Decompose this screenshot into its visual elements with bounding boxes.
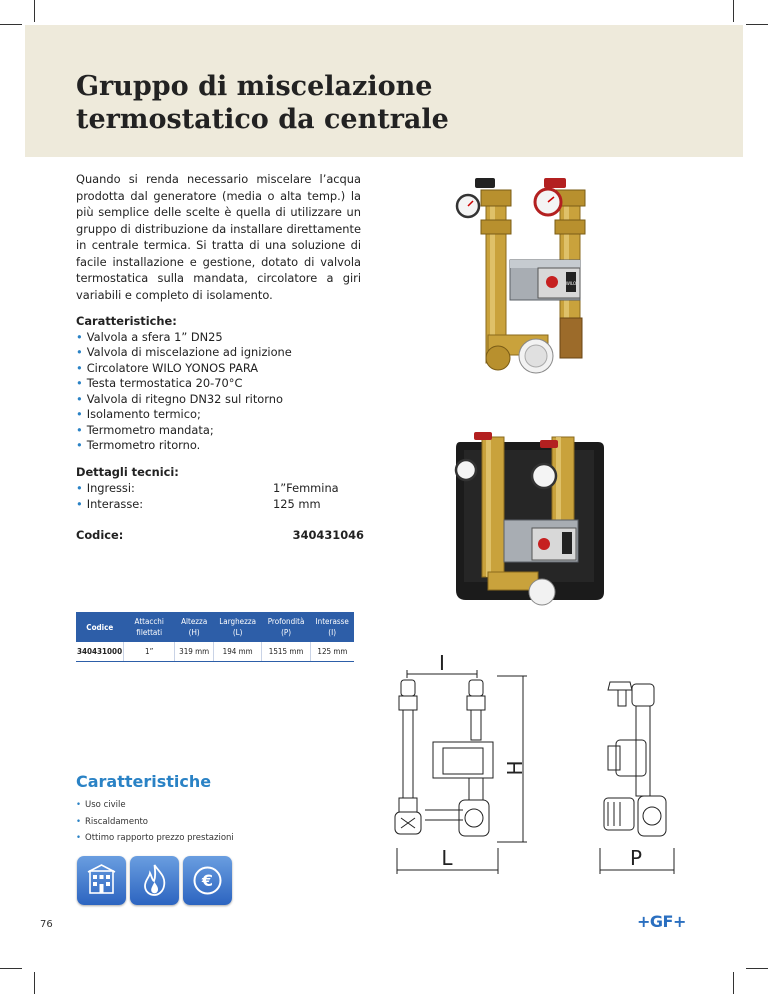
table-header: Attacchi filettati [124,612,175,642]
dim-label-p: P [629,846,643,870]
list-item: • Termometro mandata; [76,423,376,439]
product-photo-assembly [448,170,608,395]
product-code [76,528,364,542]
spec-table [76,612,354,662]
crop-mark [733,0,734,22]
detail-row [76,481,361,497]
euro-icon [183,856,232,905]
dim-label-i: I [439,651,445,675]
list-item: • Riscaldamento [76,814,296,831]
front-view-drawing [385,651,535,870]
table-cell: 1515 mm [262,642,310,662]
table-cell: 194 mm [213,642,261,662]
crop-mark [34,0,35,22]
table-header: Profondità (P) [262,612,310,642]
crop-mark [733,972,734,994]
features-list [76,330,376,454]
code-value: 340431046 [292,528,364,542]
crop-mark [34,972,35,994]
characteristics-list [76,797,296,847]
list-item: • Testa termostatica 20-70°C [76,376,376,392]
list-item: • Valvola di miscelazione ad ignizione [76,345,376,361]
table-header: Altezza (H) [175,612,214,642]
side-view-drawing [588,660,688,870]
flame-icon [130,856,179,905]
crop-mark [746,24,768,25]
page-title: Gruppo di miscelazione termostatico da centrale [76,71,449,135]
intro-paragraph: Quando si renda necessario miscelare l’acqua prodotta dal generatore (media o alta temp.) la più semplice delle scelte è quella di utilizzare un gruppo di distribuzione da installare direttamente in centrale termica. Si tratta di una soluzione di facile installazione e gestione, dotato di valvola termostatica sulla mandata, circolatore a giri variabili e completo di isolamento. [76,172,361,302]
table-cell: 319 mm [175,642,214,662]
table-header: Codice [76,612,124,642]
crop-mark [0,968,22,969]
svg-text:€: € [201,871,214,890]
detail-label: • Interasse: [76,497,143,511]
list-item: • Circolatore WILO YONOS PARA [76,361,376,377]
dim-label-l: L [441,846,453,870]
pump-brand: WILO [565,281,577,286]
building-icon [77,856,126,905]
product-photo-insulated [448,432,608,607]
details-section [76,465,376,511]
crop-mark [0,24,22,25]
crop-mark [746,968,768,969]
page-number: 76 [40,919,53,930]
table-cell: 340431000 [76,642,124,662]
gf-logo: +GF+ [637,912,686,931]
list-item: • Termometro ritorno. [76,438,376,454]
list-item: • Valvola di ritegno DN32 sul ritorno [76,392,376,408]
list-item: • Valvola a sfera 1” DN25 [76,330,376,346]
detail-value: 1”Femmina [273,481,339,495]
table-header: Interasse (I) [310,612,354,642]
features-heading: Caratteristiche: [76,314,177,328]
table-cell: 125 mm [310,642,354,662]
list-item: • Uso civile [76,797,296,814]
details-heading: Dettagli tecnici: [76,465,179,479]
dim-label-h: H [503,760,527,776]
list-item: • Isolamento termico; [76,407,376,423]
detail-value: 125 mm [273,497,321,511]
features-section [76,314,376,454]
table-header: Larghezza (L) [213,612,261,642]
characteristics-heading: Caratteristiche [76,772,212,791]
table-row [76,642,354,662]
code-label: Codice: [76,528,124,542]
detail-label: • Ingressi: [76,481,135,495]
table-cell: 1” [124,642,175,662]
detail-row [76,497,361,513]
list-item: • Ottimo rapporto prezzo prestazioni [76,830,296,847]
